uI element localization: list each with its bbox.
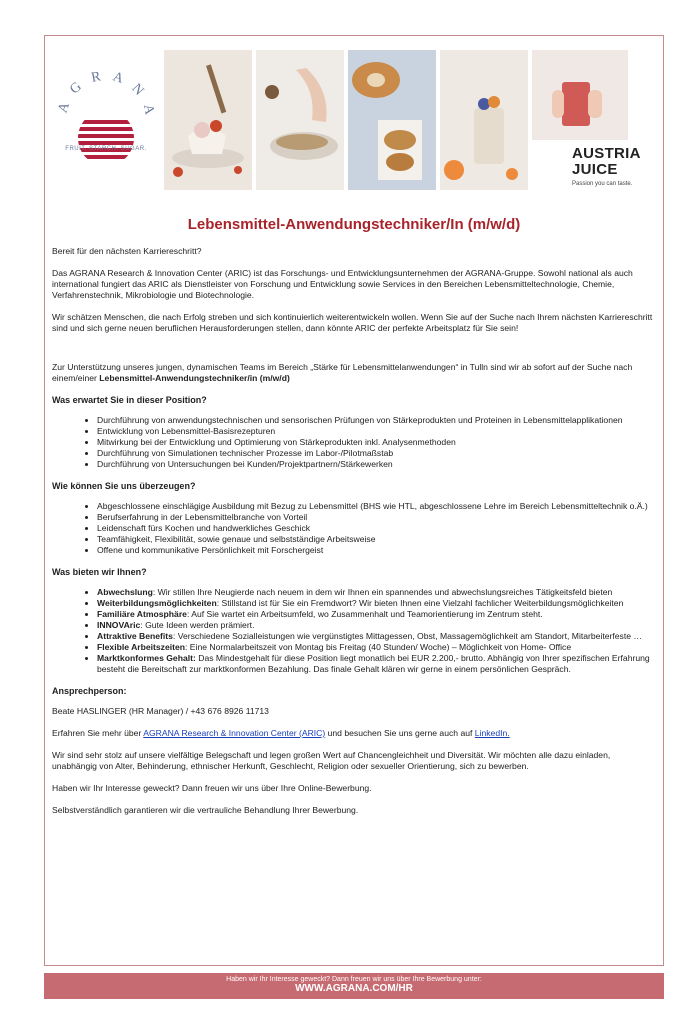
diversity-statement: Wir sind sehr stolz auf unsere vielfältige Belegschaft und legen großen Wert auf Chancengleichheit und Diversität. Wir möchten alle dazu einladen, unabhängig von Alter, Behinderung, ethnischer Herkunft, Geschlecht, Religion oder sexueller Orientierung, sich zu bewerben. [52, 750, 611, 771]
photo-granola [440, 50, 528, 190]
photo-pastry [256, 50, 344, 190]
list-item [97, 631, 656, 642]
austria-juice-logo [572, 146, 656, 191]
section-profile-heading: Wie können Sie uns überzeugen? [52, 481, 196, 491]
intro-position-title: Lebensmittel-Anwendungstechniker/in (m/w/d) [99, 373, 290, 383]
offer-label: Weiterbildungsmöglichkeiten [97, 598, 217, 608]
intro-people: Wir schätzen Menschen, die nach Erfolg streben und sich kontinuierlich weiterentwickeln wollen. Wenn Sie auf der Suche nach Ihrem nächsten Karriereschritt sind und sich gerne neuen beruflichen Herausforderungen stellen, dann könnte ARIC der perfekte Arbeitsplatz für Sie sein! [52, 312, 653, 333]
intro-company: Das AGRANA Research & Innovation Center (ARIC) ist das Forschungs- und Entwicklungsunternehmen der AGRANA-Gruppe. Sowohl national als auch international fungiert das ARIC als Dienstleister von Forschung und Entwicklung sowie Services in den Bereichen Lebensmitteltechnologie, Chemie, Verfahrenstechnik, Mikrobiologie und Biotechnologie. [52, 268, 633, 300]
list-item [97, 653, 656, 675]
intro-position-text: Zur Unterstützung unseres jungen, dynamischen Teams im Bereich „Stärke für Lebensmittelanwendungen“ in Tulln sind wir ab sofort auf der Suche nach einem/einer [52, 362, 633, 383]
offer-label: INNOVAric [97, 620, 141, 630]
logo-wordmark: A G R A N A [55, 68, 158, 120]
list-item: • Durchführung von Untersuchungen bei Kunden/Projektpartnern/Stärkewerken [97, 459, 656, 470]
offer-text: : Gute Ideen werden prämiert. [140, 620, 255, 630]
page-title: Lebensmittel-Anwendungstechniker/In (m/w/d) [187, 216, 521, 233]
agrana-logo [52, 46, 160, 191]
list-item [97, 609, 656, 620]
list-item [97, 620, 656, 631]
offer-text: Das Mindestgehalt für diese Position liegt monatlich bei EUR 2.200,- brutto. Abhängig von Ihrer spezifischen Erfahrung besteht die Bereitschaft zur marktkonformen Bezahlung. Das finale Gehalt klären wir gerne in einem persönlichen Gespräch. [97, 653, 650, 674]
photo-juice [532, 50, 628, 140]
list-item: • Durchführung von Simulationen technischer Prozesse im Labor-/Pilotmaßstab [97, 448, 656, 459]
logo-tagline: FRUIT. STARCH. SUGAR. [65, 146, 147, 152]
austria-juice-tagline: Passion you can taste. [572, 181, 633, 187]
list-item: • Leidenschaft fürs Kochen und handwerkliches Geschick [97, 523, 656, 534]
list-item: • Teamfähigkeit, Flexibilität, sowie genaue und selbstständige Arbeitsweise [97, 534, 656, 545]
austria-juice-line1: AUSTRIA [572, 145, 641, 162]
list-item: • Berufserfahrung in der Lebensmittelbranche von Vorteil [97, 512, 656, 523]
aric-link[interactable]: AGRANA Research & Innovation Center (ARIC) [143, 728, 326, 738]
list-item: • Offene und kommunikative Persönlichkeit mit Forschergeist [97, 545, 656, 556]
section-profile-list [52, 501, 656, 556]
list-item [97, 587, 656, 598]
contact-heading: Ansprechperson: [52, 686, 127, 696]
interest-text: Haben wir Ihr Interesse geweckt? Dann freuen wir uns über Ihre Online-Bewerbung. [52, 783, 372, 793]
footer-url[interactable]: WWW.AGRANA.COM/HR [295, 983, 413, 994]
offer-label: Marktkonformes Gehalt: [97, 653, 196, 663]
learn-more-text: Erfahren Sie mehr über [52, 728, 144, 738]
offer-text: : Wir stillen Ihre Neugierde nach neuem in dem wir Ihnen ein spannendes und abwechslungsreiches Tätigkeitsfeld bieten [152, 587, 613, 597]
intro-question: Bereit für den nächsten Karriereschritt? [52, 246, 202, 256]
footer-banner [44, 973, 664, 999]
list-item: • Mitwirkung bei der Entwicklung und Optimierung von Stärkeprodukten inkl. Analysenmethoden [97, 437, 656, 448]
list-item: • Abgeschlossene einschlägige Ausbildung mit Bezug zu Lebensmittel (BHS wie HTL, abgeschlossene Lehre im Bereich Lebensmitteltechnik o.Ä.) [97, 501, 656, 512]
learn-more-text-2: und besuchen Sie uns gerne auch auf [325, 728, 475, 738]
section-tasks-list [52, 415, 656, 470]
list-item [97, 598, 656, 609]
photo-bread [348, 50, 436, 190]
offer-text: : Stillstand ist für Sie ein Fremdwort? Wir bieten Ihnen eine Vielzahl fachlicher Weiterbildungsmöglichkeiten [216, 598, 624, 608]
section-tasks-heading: Was erwartet Sie in dieser Position? [52, 395, 207, 405]
confidentiality-text: Selbstverständlich garantieren wir die vertrauliche Behandlung Ihrer Bewerbung. [52, 805, 359, 815]
offer-label: Attraktive Benefits [97, 631, 173, 641]
austria-juice-line2: JUICE [572, 161, 618, 178]
list-item: • Entwicklung von Lebensmittel-Basisrezepturen [97, 426, 656, 437]
offer-text: : Verschiedene Sozialleistungen wie vergünstigtes Mittagessen, Obst, Massagemöglichkeit am Standort, Mitarbeiterfeste … [172, 631, 643, 641]
offer-label: Abwechslung [97, 587, 153, 597]
offer-text: : Auf Sie wartet ein Arbeitsumfeld, wo Zusammenhalt und Teamorientierung im Zentrum steht. [186, 609, 543, 619]
list-item: • Durchführung von anwendungstechnischen und sensorischen Prüfungen von Stärkeprodukten und Proteinen in Lebensmittelapplikationen [97, 415, 656, 426]
footer-text: Haben wir Ihr Interesse geweckt? Dann freuen wir uns über Ihre Bewerbung unter: [226, 976, 482, 983]
offer-text: : Eine Normalarbeitszeit von Montag bis Freitag (40 Stunden/ Woche) – Möglichkeit von Home- Office [185, 642, 572, 652]
offer-label: Flexible Arbeitszeiten [97, 642, 186, 652]
job-posting [52, 208, 656, 827]
learn-more [52, 728, 656, 739]
header-banner [52, 46, 656, 191]
contact-person: Beate HASLINGER (HR Manager) / +43 676 8926 11713 [52, 706, 269, 716]
section-offer-list [52, 587, 656, 675]
section-offer-heading: Was bieten wir Ihnen? [52, 567, 147, 577]
linkedin-link[interactable]: LinkedIn. [474, 728, 510, 738]
offer-label: Familiäre Atmosphäre [97, 609, 187, 619]
photo-dessert [164, 50, 252, 190]
list-item [97, 642, 656, 653]
intro-position [52, 362, 656, 384]
